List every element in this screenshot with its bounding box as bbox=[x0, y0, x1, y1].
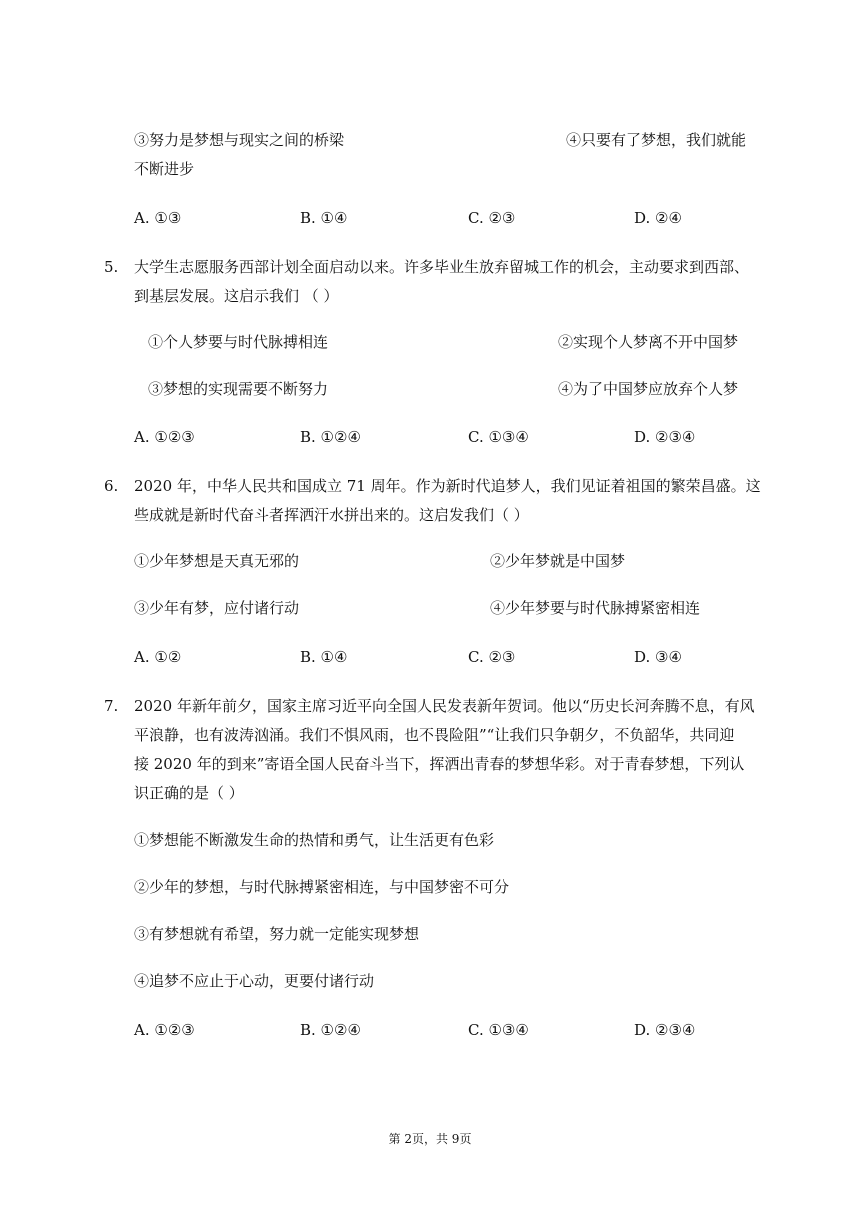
statement-item: ④为了中国梦应放弃个人梦 bbox=[558, 380, 739, 398]
page-number: 第 2页，共 9页 bbox=[388, 1132, 472, 1146]
option-c[interactable]: C. ①③④ bbox=[468, 428, 529, 446]
question-text: 识正确的是（ ） bbox=[134, 784, 244, 802]
option-d[interactable]: D. ③④ bbox=[634, 648, 682, 666]
question-text: 2020 年新年前夕，国家主席习近平向全国人民发表新年贺词。他以“历史长河奔腾不息，有风 bbox=[134, 697, 755, 715]
statement-item: ③有梦想就有希望，努力就一定能实现梦想 bbox=[134, 925, 420, 943]
question-number: 5. bbox=[104, 258, 119, 276]
statement-item: ④追梦不应止于心动，更要付诸行动 bbox=[134, 972, 375, 990]
option-b[interactable]: B. ①④ bbox=[300, 209, 348, 227]
q4-item-4: ④只要有了梦想，我们就能 bbox=[566, 131, 747, 149]
statement-item: ②实现个人梦离不开中国梦 bbox=[558, 333, 739, 351]
option-a[interactable]: A. ①② bbox=[134, 648, 182, 666]
statement-item: ①少年梦想是天真无邪的 bbox=[134, 552, 300, 570]
option-c[interactable]: C. ②③ bbox=[468, 648, 516, 666]
question-text: 些成就是新时代奋斗者挥洒汗水拼出来的。这启发我们（ ） bbox=[134, 506, 529, 524]
option-d[interactable]: D. ②③④ bbox=[634, 428, 696, 446]
q7-options bbox=[0, 1020, 860, 1040]
question-number: 6. bbox=[104, 477, 119, 495]
question-text: 接 2020 年的到来”寄语全国人民奋斗当下，挥洒出青春的梦想华彩。对于青春梦想，下列认 bbox=[134, 755, 745, 773]
option-d[interactable]: D. ②④ bbox=[634, 209, 682, 227]
question-text: 大学生志愿服务西部计划全面启动以来。许多毕业生放弃留城工作的机会，主动要求到西部、 bbox=[134, 258, 750, 276]
option-c[interactable]: C. ①③④ bbox=[468, 1021, 529, 1039]
statement-item: ③少年有梦，应付诸行动 bbox=[134, 599, 300, 617]
question-number: 7. bbox=[104, 697, 119, 715]
q4-item-3: ③努力是梦想与现实之间的桥梁 bbox=[134, 131, 345, 149]
question-text: 平浪静，也有波涛汹涌。我们不惧风雨，也不畏险阻”“让我们只争朝夕，不负韶华，共同迎 bbox=[134, 726, 735, 744]
option-c[interactable]: C. ②③ bbox=[468, 209, 516, 227]
option-a[interactable]: A. ①②③ bbox=[134, 1021, 195, 1039]
question-text: 2020 年，中华人民共和国成立 71 周年。作为新时代追梦人，我们见证着祖国的繁荣昌盛。这 bbox=[134, 477, 761, 495]
statement-item: ①个人梦要与时代脉搏相连 bbox=[148, 333, 329, 351]
option-a[interactable]: A. ①②③ bbox=[134, 428, 195, 446]
option-a[interactable]: A. ①③ bbox=[134, 209, 182, 227]
q5-options bbox=[0, 427, 860, 447]
option-d[interactable]: D. ②③④ bbox=[634, 1021, 696, 1039]
statement-item: ③梦想的实现需要不断努力 bbox=[148, 380, 329, 398]
q4-options bbox=[0, 208, 860, 228]
question-text: 到基层发展。这启示我们 （ ） bbox=[134, 287, 339, 305]
statement-item: ②少年梦就是中国梦 bbox=[490, 552, 626, 570]
q4-item-4-continued: 不断进步 bbox=[134, 160, 195, 178]
option-b[interactable]: B. ①②④ bbox=[300, 1021, 361, 1039]
q6-options bbox=[0, 647, 860, 667]
statement-item: ④少年梦要与时代脉搏紧密相连 bbox=[490, 599, 701, 617]
option-b[interactable]: B. ①②④ bbox=[300, 428, 361, 446]
statement-item: ①梦想能不断激发生命的热情和勇气，让生活更有色彩 bbox=[134, 831, 495, 849]
option-b[interactable]: B. ①④ bbox=[300, 648, 348, 666]
statement-item: ②少年的梦想，与时代脉搏紧密相连，与中国梦密不可分 bbox=[134, 878, 510, 896]
